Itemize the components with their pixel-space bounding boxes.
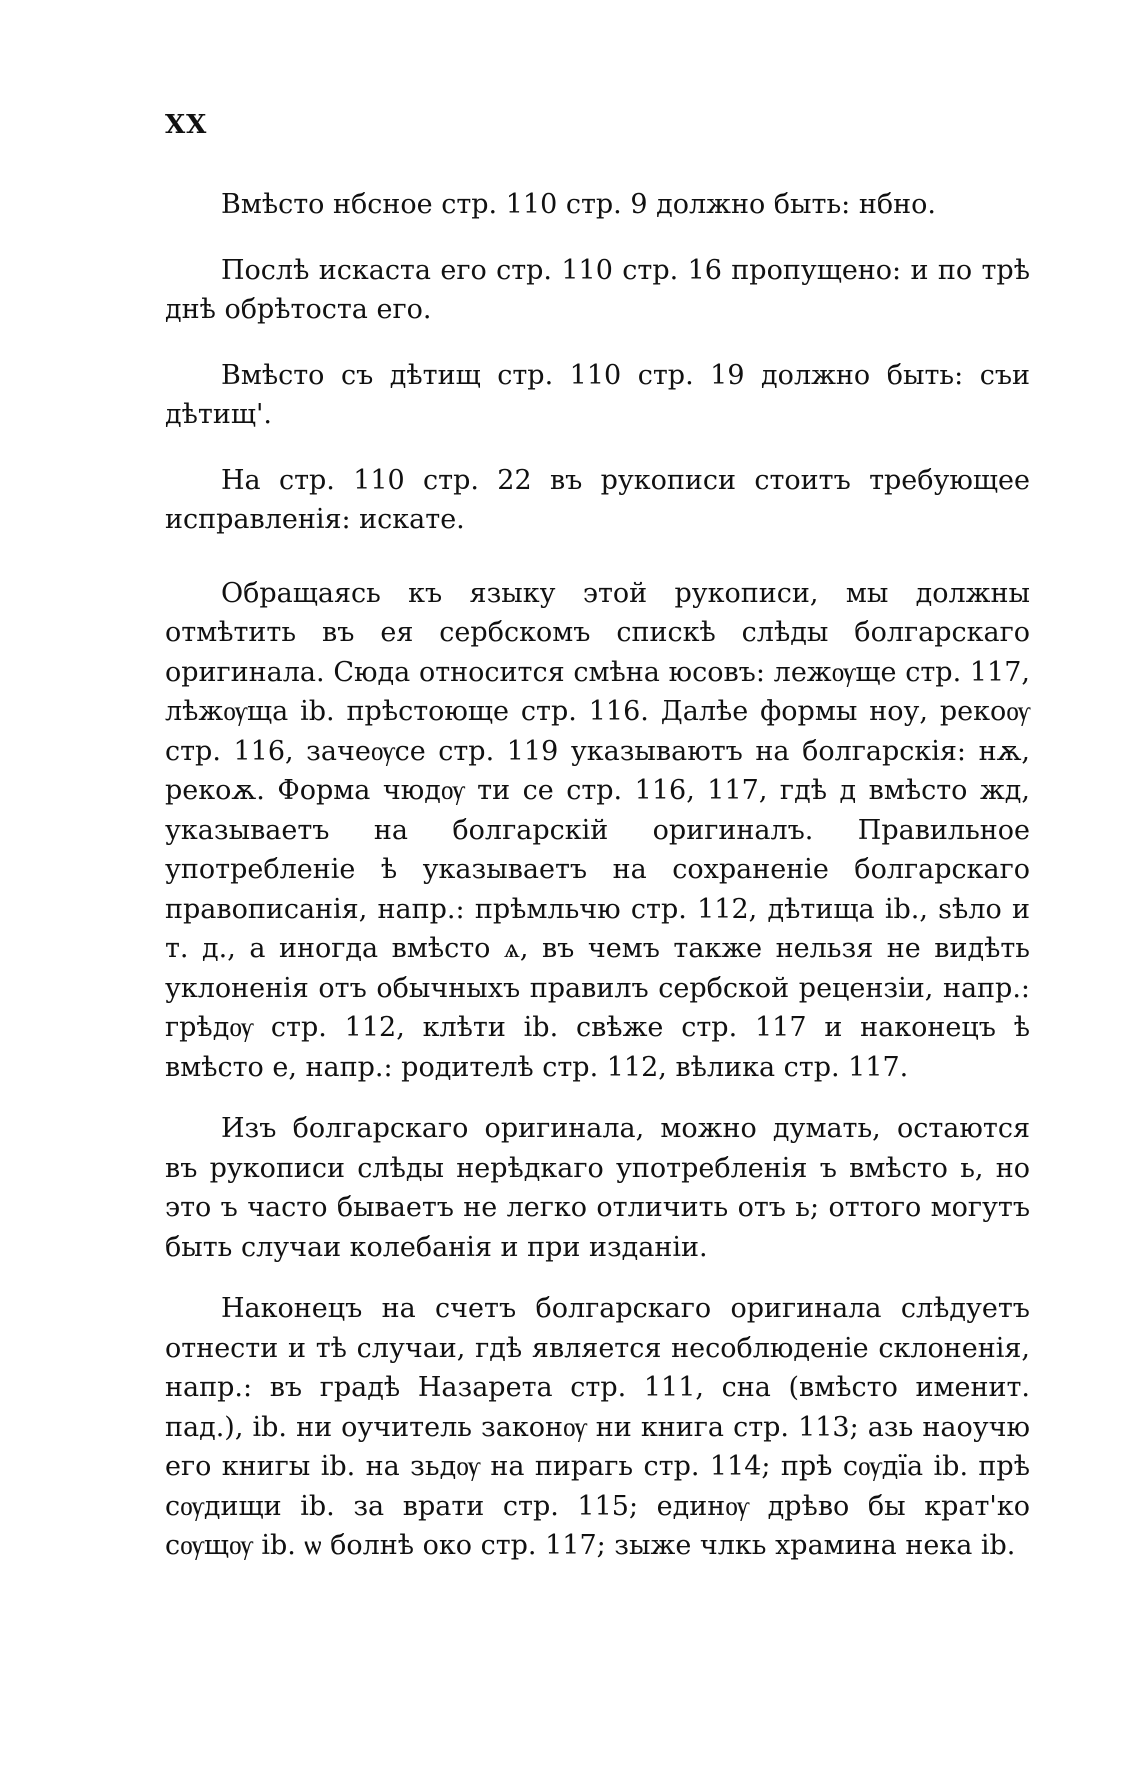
paragraph-3: Вмѣсто съ дѣтищ стр. 110 стр. 19 должно быть: съи дѣтищ'. — [165, 359, 1030, 430]
paragraph-1: Вмѣсто нбснoе стр. 110 стр. 9 должно быть: нбно. — [221, 189, 936, 220]
paragraph-6: Изъ болгарскаго оригинала, можно думать, остаются въ рукописи слѣды нерѣдкаго употребленія ъ вмѣсто ь, но это ъ часто бываетъ не легко отличить отъ ь; оттого могутъ быть случаи колебанія и при изданіи. — [165, 1113, 1030, 1263]
paragraph-7: Наконецъ на счетъ болгарскаго оригинала слѣдуетъ отнести и тѣ случаи, гдѣ является несоблюденіе склоненія, напр.: въ градѣ Назарета стр. 111, сна (вмѣсто именит. пад.), ib. ни оучитель законѹ ни книга стр. 113; азь наоучю его книгы ib. на зьдѹ на пирагь стр. 114; прѣ сѹдїа ib. прѣ сѹдищи ib. за врати стр. 115; единѹ дрѣво бы крат'ко сѹщѹ ib. ѡ болнѣ око стр. 117; зыже члкь храмина нека ib. — [165, 1293, 1030, 1561]
page-number: XX — [165, 110, 208, 140]
paragraph-2: Послѣ искаста его стр. 110 стр. 16 пропущено: и по трѣ днѣ обрѣтоста его. — [165, 254, 1030, 325]
document-page — [165, 110, 1030, 1592]
paragraph-4: На стр. 110 стр. 22 въ рукописи стоитъ требующее исправленія: искате. — [165, 464, 1030, 535]
paragraph-5: Обращаясь къ языку этой рукописи, мы должны отмѣтить въ ея сербскомъ спискѣ слѣды болгарскаго оригинала. Сюда относится смѣна юсовъ: лежѹще стр. 117, лѣжѹща ib. прѣстоюще стр. 116. Далѣе формы ноу, рекоѹ стр. 116, зачеѹсе стр. 119 указываютъ на болгарскія: нѫ, рекоѫ. Форма чюдѹ ти се стр. 116, 117, гдѣ д вмѣсто жд, указываетъ на болгарскій оригиналъ. Правильное употребленіе ѣ указываетъ на сохраненіе болгарскаго правописанія, напр.: прѣмльчю стр. 112, дѣтища ib., ѕѣло и т. д., а иногда вмѣсто ѧ, въ чемъ также нельзя не видѣть уклоненія отъ обычныхъ правилъ сербской рецензіи, напр.: грѣдѹ стр. 112, клѣти ib. свѣже стр. 117 и наконецъ ѣ вмѣсто е, напр.: родителѣ стр. 112, вѣлика стр. 117. — [165, 577, 1030, 1083]
